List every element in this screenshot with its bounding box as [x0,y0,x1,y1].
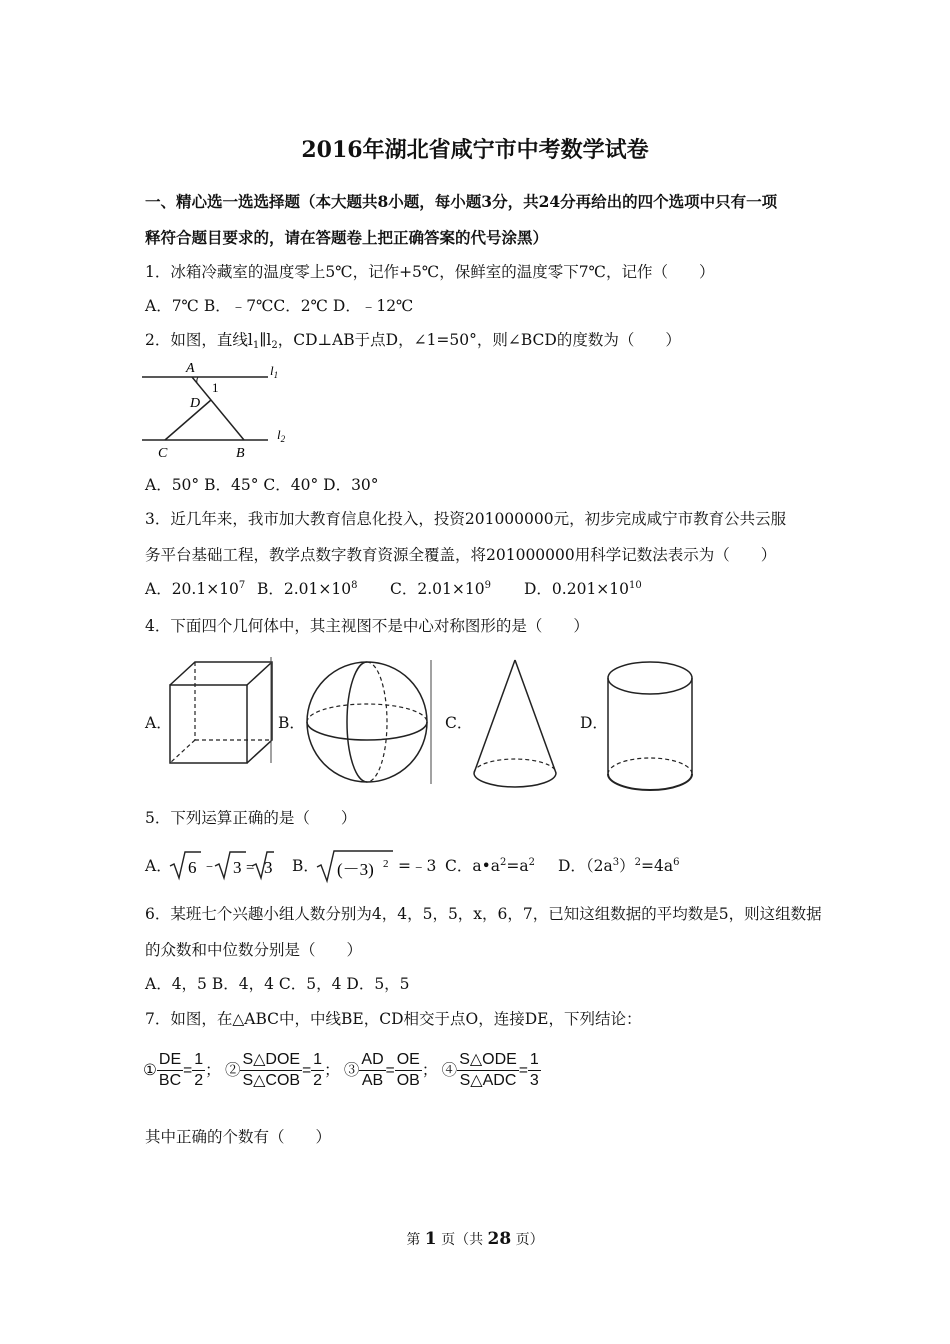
question-3-line-1: 3．近几年来，我市加大教育信息化投入，投资201000000元，初步完成咸宁市教育公共云服 [145,510,787,528]
svg-text:3: 3 [233,858,242,877]
conclusion-3: ③ $\frac{AD}{AB}$ = $\frac{OE}{OB}$ ； [343,1051,438,1089]
label-angle-1: 1 [212,380,219,395]
question-4-label-c: C． [445,714,473,732]
section-heading-line-2: 释符合题目要求的，请在答题卷上把正确答案的代号涂黑） [145,228,549,247]
question-5-option-d: D．$(2a^3)^2=4a^6$ [558,857,680,875]
svg-text:3: 3 [264,858,273,877]
svg-text:6: 6 [188,858,197,877]
question-7-stem: 7．如图，在△ABC中，中线BE，CD相交于点O，连接DE，下列结论： [145,1010,642,1028]
page-footer: 第 1 页（共 28 页） [406,1229,544,1249]
cube-figure [165,660,275,770]
svg-text:﹣: ﹣ [202,858,218,874]
question-4-label-a: A． [145,714,172,732]
question-5-option-b-radical [315,845,397,885]
cylinder-figure [605,658,697,796]
question-6-line-1: 6．某班七个兴趣小组人数分别为4，4，5，5，x，6，7，已知这组数据的平均数是5，则这组数据 [145,905,822,923]
question-3-option-a: A．$20.1\times 10^7$ [145,580,246,598]
question-7-tail: 其中正确的个数有（ ） [145,1128,332,1146]
question-5-label-b: B． [292,857,319,875]
section-heading-line-1: 一、精心选一选选择题（本大题共8小题，每小题3分，共24分再给出的四个选项中只有一项 [145,192,778,211]
page-title: 2016年湖北省咸宁市中考数学试卷 [301,137,649,163]
question-3-option-c: C．$2.01\times 10^9$ [390,580,491,598]
question-4-label-d: D． [580,714,608,732]
angle-1-arc [197,377,198,383]
label-d: D [190,396,201,411]
cone-figure [470,655,560,795]
question-4-label-b: B． [278,714,305,732]
conclusion-4: ④ $\frac{\text{S△ODE}}{\text{S△ADC}}$ = $\frac{1}{3}$ [441,1051,539,1089]
question-5-stem: 5．下列运算正确的是（ ） [145,809,357,827]
question-6-line-2: 的众数和中位数分别是（ ） [145,941,363,959]
svg-text:(－3): (－3) [337,860,374,879]
question-2-stem: 2．如图，直线$l_1\parallel l_2$，CD⊥AB于点D，∠1=50°，则∠BCD的度数为（ ） [145,331,681,351]
question-2-figure [140,360,300,465]
label-b: B [236,446,245,461]
label-c: C [158,446,168,461]
question-5-label-a: A． [145,857,172,875]
label-l2: $l_2$ [277,427,286,444]
svg-text:=: = [246,860,255,876]
conclusion-2: ② $\frac{\text{S△DOE}}{\text{S△COB}}$ = $\frac{1}{2}$ ； [224,1051,340,1089]
cube-border-mark [264,655,278,767]
question-3-option-b: B．$2.01\times 10^8$ [257,580,358,598]
sphere-figure [305,660,435,786]
segment-cd [165,400,211,440]
question-2-options: A．50° B．45° C．40° D．30° [145,476,379,494]
question-6-options: A．4，5 B．4，4 C．5，4 D．5，5 [145,975,410,993]
question-5-option-b-result: =﹣3 [398,857,437,875]
total-pages: 28 [487,1229,512,1249]
question-1-options: A．7℃ B．﹣7℃C．2℃ D．﹣12℃ [145,297,414,315]
question-4-stem: 4．下面四个几何体中，其主视图不是中心对称图形的是（ ） [145,617,589,635]
question-1-stem: 1．冰箱冷藏室的温度零上5℃，记作+5℃，保鲜室的温度零下7℃，记作（ ） [145,263,715,281]
question-5-option-a-expression [168,846,278,882]
svg-text:2: 2 [383,858,389,870]
label-l1: $l_1$ [270,363,279,380]
current-page-number: 1 [424,1229,437,1249]
question-3-line-2: 务平台基础工程，教学点数字教育资源全覆盖，将201000000用科学记数法表示为（ ） [145,546,777,564]
question-3-option-d: D．$0.201\times 10^{10}$ [524,580,642,598]
conclusion-1: ① $\frac{DE}{BC}$ = $\frac{1}{2}$ ； [143,1051,221,1089]
label-a: A [186,361,195,376]
question-7-conclusions [143,1050,541,1091]
question-5-option-c: C．$a•a^2=a^2$ [445,857,535,875]
